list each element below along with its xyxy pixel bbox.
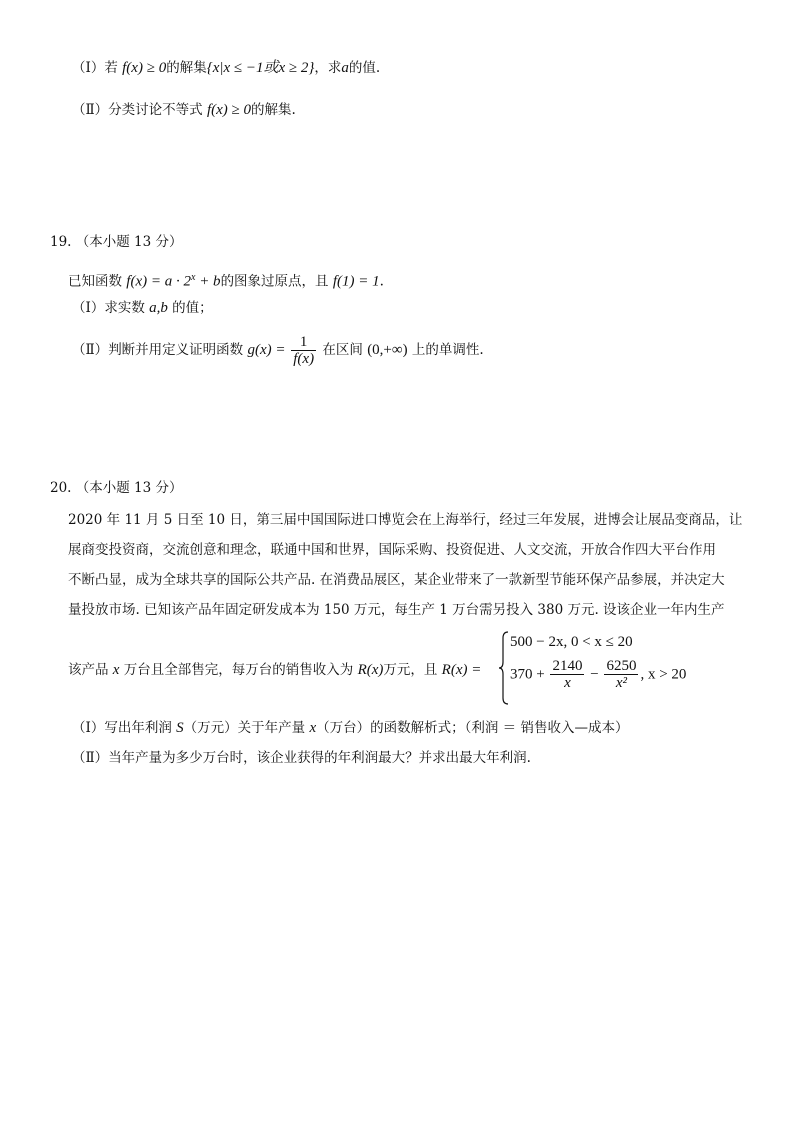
q19-stem-sup: x: [190, 272, 196, 283]
piecewise-function: [498, 630, 698, 710]
piecewise-case-2: [510, 658, 686, 692]
left-brace: [498, 630, 510, 706]
piecewise-fraction-1: [550, 658, 584, 692]
q20-para-line-5: [68, 660, 481, 680]
q18-part1-text1: 若: [104, 60, 123, 76]
piecewise-fraction-2: [604, 658, 638, 692]
q20-para-line-1: 2020 年 11 月 5 日至 10 日，第三届中国国际进口博览会在上海举行，经过三年发展，进博会让展品变商品，让: [68, 512, 743, 528]
q19-part1-text1: 求实数: [104, 300, 150, 316]
q20-line5-math1: x: [112, 662, 120, 678]
q18-part2: [72, 100, 296, 120]
q19-stem-text2: 的图象过原点，且: [220, 273, 333, 290]
q20-para-line-4: 量投放市场. 已知该产品年固定研发成本为 150 万元，每生产 1 万台需另投入 380 万元. 设该企业一年内生产: [68, 602, 725, 618]
q19-part1: [72, 298, 213, 318]
q18-part2-text2: 的解集.: [251, 102, 296, 118]
q19-part2-text3: 上的单调性.: [407, 342, 484, 358]
piecewise-case2-tail: , x > 20: [640, 666, 687, 683]
q20-line5-text3: 万元，且: [383, 662, 442, 678]
q18-part2-text1: 分类讨论不等式: [108, 102, 207, 118]
q19-part1-math1: a,b: [149, 300, 168, 316]
q20-part2-text1: 当年产量为多少万台时，该企业获得的年利润最大？并求出最大年利润.: [108, 750, 531, 766]
piecewise-case-1: 500 − 2x, 0 < x ≤ 20: [510, 634, 633, 650]
q20-line5-text2: 万台且全部售完，每万台的销售收入为: [119, 662, 358, 678]
q20-line5-math3: R(x) =: [441, 662, 482, 678]
q19-part1-text2: 的值；: [167, 300, 213, 316]
q20-part1-math2: x: [309, 720, 317, 736]
q18-part1: [72, 58, 380, 78]
q18-part1-math3: a: [341, 60, 349, 76]
q20-header: 20. （本小题 13 分）: [50, 480, 183, 496]
q19-stem-text1: 已知函数: [68, 273, 127, 290]
q20-part2-label: （Ⅱ）: [72, 750, 109, 766]
q19-part2-text2: 在区间: [318, 342, 368, 358]
q19-stem-math2: + b: [195, 273, 221, 290]
q18-part1-text2: 的解集: [166, 60, 207, 76]
q18-part1-math2: {x|x ≤ −1或x ≥ 2}: [206, 60, 315, 76]
q20-part2: [72, 748, 531, 768]
q20-para-line-2: 展商变投资商，交流创意和理念，联通中国和世界，国际采购、投资促进、人文交流，开放合作四大平台作用: [68, 542, 716, 558]
q19-part2-text1: 判断并用定义证明函数: [108, 342, 248, 358]
q19-stem: [68, 268, 384, 292]
q19-part2-math2: (0,+∞): [367, 342, 408, 358]
q19-stem-text3: .: [379, 273, 384, 290]
piecewise-frac2-den: x²: [615, 675, 628, 691]
piecewise-case2-minus: −: [586, 666, 603, 683]
piecewise-frac1-num: 2140: [552, 658, 583, 674]
q20-para-line-3: 不断凸显，成为全球共享的国际公共产品. 在消费品展区，某企业带来了一款新型节能环保产品参展，并决定大: [68, 572, 725, 588]
q19-stem-math3: f(1) = 1: [332, 273, 380, 290]
q20-part1-text3: （万台）的函数解析式；（利润 ＝ 销售收入—成本）: [316, 720, 629, 736]
q19-stem-math1: f(x) = a · 2: [126, 273, 191, 290]
piecewise-frac1-den: x: [564, 675, 571, 691]
q19-part2-label: （Ⅱ）: [72, 342, 109, 358]
q19-header: 19. （本小题 13 分）: [50, 234, 183, 250]
q19-part1-label: （Ⅰ）: [72, 300, 105, 316]
q20-line5-text1: 该产品: [68, 662, 113, 678]
q18-part2-label: （Ⅱ）: [72, 102, 109, 118]
q18-part1-text4: 的值.: [348, 60, 381, 76]
piecewise-case2-a: 370 +: [510, 666, 549, 683]
piecewise-frac2-num: 6250: [606, 658, 637, 674]
q19-part2: [72, 330, 484, 370]
q19-part2-math1: g(x) =: [247, 342, 290, 358]
q20-line5-math2: R(x): [357, 662, 384, 678]
q19-part2-frac-den: f(x): [293, 350, 315, 367]
q20-part1-text2: （万元）关于年产量: [183, 720, 310, 736]
q18-part1-text3: ，求: [314, 60, 342, 76]
q20-part1-label: （Ⅰ）: [72, 720, 105, 736]
q20-part1: [72, 718, 628, 738]
q20-part1-math1: S: [176, 720, 184, 736]
q19-part2-frac-num: 1: [291, 334, 316, 351]
q18-part1-math1: f(x) ≥ 0: [122, 60, 167, 76]
q19-part2-fraction: [291, 334, 316, 368]
q18-part2-math1: f(x) ≥ 0: [206, 102, 252, 118]
q18-part1-label: （Ⅰ）: [72, 60, 105, 76]
q20-part1-text1: 写出年利润: [104, 720, 177, 736]
